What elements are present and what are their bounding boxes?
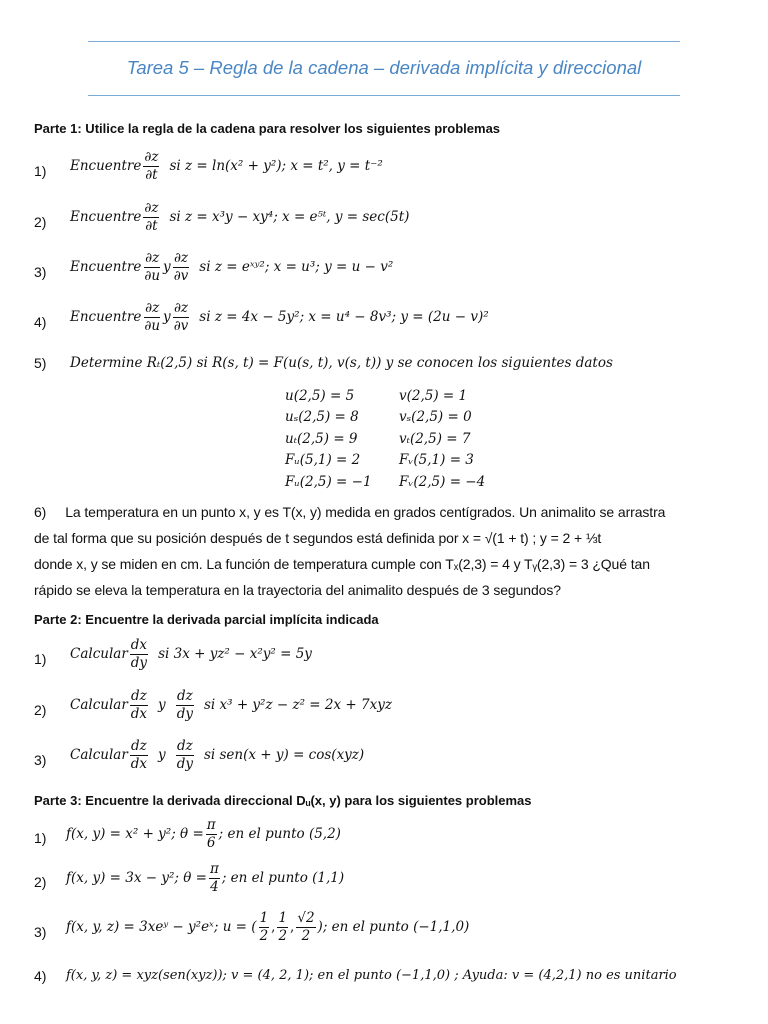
problem-lead: Encuentre — [70, 309, 142, 326]
fraction: $\frac{dz}{dx}$ — [130, 738, 148, 772]
part1-problem-6: 6) La temperatura en un punto x, y es T(x, y) medida en grados centígrados. Un animalito se arrastra de tal forma que su posición después de t segundos está definida por x = √(1 + t) ; y = 2 + ⅓t donde x, y se miden en cm. La función de temperatura cumple con Tₓ(2,3) = 4 y Tᵧ(2,3) = 3 ¿Qué tan rápido se eleva la temperatura en la trayectoria del animalito después de 3 segundos? — [34, 504, 666, 598]
fraction: $\frac{\partial z}{\partial t}$ — [144, 149, 159, 183]
problem-expression: si z = eˣʸ²; x = u³; y = u − v² — [199, 259, 394, 276]
problem-expression: si z = x³y − xy⁴; x = e⁵ᵗ, y = sec(5t) — [169, 209, 410, 226]
problem-number: 3) — [34, 752, 47, 768]
part1-heading: Parte 1: Utilice la regla de la cadena para resolver los siguientes problemas — [34, 121, 501, 136]
problem-expression: si sen(x + y) = cos(xyz) — [203, 747, 365, 764]
problem-lead: Calcular — [70, 646, 128, 663]
problem-expression: Determine Rₜ(2,5) si R(s, t) = F(u(s, t), v(s, t)) y se conocen los siguientes datos — [70, 355, 613, 371]
document-page: Tarea 5 – Regla de la cadena – derivada implícita y direccional Parte 1: Utilice la regla de la cadena para resolver los siguientes problemas 1) Encuentre $\frac{\partial z}{\partial t}$ si z = ln(x² + y²); x = t², y = t⁻² 2) Encuentre $\frac{\partial z}{\partial t}$ si z = x³y − xy⁴; x = e⁵ᵗ, y = sec(5t) 3) Encuentre $\frac{\partial z}{\partial u}$ y $\frac{\partial z}{\partial v}$ si z = eˣʸ²; x = u³; y = u − v² 4) Encuentre $\frac{\partial z}{\partial u}$ y $\frac{\partial z}{\partial v}$ si z = 4x − 5y²; x = u⁴ − 8v³; y = (2u − v)² 5) Determine Rₜ(2,5) si R(s, t) = F(u(s, t), v(s, t)) y se conocen los siguientes datos u(2,5) = 5 v(2,5) = 1 uₛ(2,5) = 8 vₛ(2,5) = 0 uₜ(2,5) = 9 vₜ(2,5) = 7 Fᵤ(5,1) = 2 Fᵥ(5,1) = 3 Fᵤ(2,5) = −1 Fᵥ(2,5) = −4 6) La temperatura en un punto x, y es T(x, y) medida en grados centígrados. Un animalito se arrastra de tal forma que su posición después de t segundos está definida por x = √(1 + t) ; y = 2 + ⅓t donde x, y se miden en cm. La función de temperatura cumple con Tₓ(2,3) = 4 y Tᵧ(2,3) = 3 ¿Qué tan rápido se eleva la temperatura en la trayectoria del animalito después de 3 segundos? Parte 2: Encuentre la derivada parcial implícita indicada 1) Calcular $\frac{dx}{dy}$ si 3x + yz² − x²y² = 5y 2) Calcular $\frac{dz}{dx}$ y $\frac{dz}{dy}$ si x³ + y²z − z² = 2x + 7xyz 3) Calcular $\frac{dz}{dx}$ y $\frac{dz}{dy}$ si sen(x + y) = cos(xyz) Parte 3: Encuentre la derivada direccional Dᵤ(x, y) para los siguientes problemas 1) f(x, y) = x² + y²; θ = $\frac{\pi}{6}$ ; en el punto (5,2) 2) f(x, y) = 3x − y²; θ = $\frac{\pi}{4}$ ; en el punto (1,1) 3) f(x, y, z) = 3xeʸ − y²eˣ; u = ( $\frac{1}{2}$ , $\frac{1}{2}$ , $\frac{√2}{2}$ ); en el punto (−1,1,0) 4) f(x, y, z) = xyz(sen(xyz)); v = (4, 2, 1); en el punto (−1,1,0) ; Ayuda: v = (4,2,1) no es unitario — [0, 0, 768, 1024]
data-row: Fᵤ(2,5) = −1 Fᵥ(2,5) = −4 — [285, 473, 486, 490]
part3-heading: Parte 3: Encuentre la derivada direccional Dᵤ(x, y) para los siguientes problemas — [34, 793, 532, 808]
title-rule-top — [88, 41, 680, 42]
data-row: uₜ(2,5) = 9 vₜ(2,5) = 7 — [285, 430, 471, 447]
fraction: $\frac{\partial z}{\partial t}$ — [144, 200, 159, 234]
problem-number: 2) — [34, 214, 47, 230]
problem-lead: Encuentre — [70, 259, 142, 276]
problem-number: 4) — [34, 314, 47, 330]
fraction: $\frac{1}{2}$ — [278, 910, 288, 944]
problem-lead: Encuentre — [70, 158, 142, 175]
fraction: $\frac{\pi}{4}$ — [209, 861, 219, 895]
problem-expression: f(x, y, z) = xyz(sen(xyz)); v = (4, 2, 1); en el punto (−1,1,0) ; Ayuda: v = (4,2,1) no es unitario — [66, 968, 677, 983]
fraction: $\frac{\partial z}{\partial u}$ — [144, 300, 161, 334]
problem-lead: Calcular — [70, 697, 128, 714]
data-row: Fᵤ(5,1) = 2 Fᵥ(5,1) = 3 — [285, 452, 474, 469]
part2-heading: Parte 2: Encuentre la derivada parcial implícita indicada — [34, 612, 379, 627]
problem-expression: ; en el punto (1,1) — [221, 870, 345, 887]
problem-expression: si z = 4x − 5y²; x = u⁴ − 8v³; y = (2u − v)² — [199, 309, 489, 326]
problem-expression: ; en el punto (5,2) — [218, 826, 341, 843]
fraction: $\frac{\partial z}{\partial u}$ — [144, 250, 161, 284]
problem-expression: ); en el punto (−1,1,0) — [317, 919, 470, 936]
document-title: Tarea 5 – Regla de la cadena – derivada implícita y direccional — [126, 57, 642, 78]
fraction: $\frac{\partial z}{\partial v}$ — [173, 250, 189, 284]
problem-number: 3) — [34, 264, 47, 280]
title-rule-bottom — [88, 95, 680, 96]
fraction: $\frac{√2}{2}$ — [297, 910, 315, 944]
fraction: $\frac{dz}{dy}$ — [176, 738, 193, 772]
fraction: $\frac{1}{2}$ — [259, 910, 269, 944]
problem-number: 1) — [34, 651, 47, 667]
problem-lead: Encuentre — [70, 209, 142, 226]
problem-number: 1) — [34, 163, 47, 179]
problem-number: 2) — [34, 702, 47, 718]
problem-number: 4) — [34, 968, 47, 984]
problem-number: 2) — [34, 874, 47, 890]
fraction: $\frac{dz}{dx}$ — [130, 688, 148, 722]
fraction: $\frac{\partial z}{\partial v}$ — [173, 300, 189, 334]
fraction: $\frac{\pi}{6}$ — [206, 817, 216, 851]
problem-number: 3) — [34, 924, 47, 940]
data-row: uₛ(2,5) = 8 vₛ(2,5) = 0 — [285, 409, 472, 426]
data-row: u(2,5) = 5 v(2,5) = 1 — [285, 387, 468, 404]
problem-expression: si 3x + yz² − x²y² = 5y — [158, 646, 312, 663]
problem-expression: si z = ln(x² + y²); x = t², y = t⁻² — [169, 158, 383, 175]
problem-lead: Calcular — [70, 747, 128, 764]
problem-number: 5) — [34, 355, 47, 371]
fraction: $\frac{dx}{dy}$ — [130, 637, 148, 671]
problem-number: 1) — [34, 830, 47, 846]
given-data-table — [285, 385, 499, 493]
problem-expression: si x³ + y²z − z² = 2x + 7xyz — [203, 697, 392, 714]
fraction: $\frac{dz}{dy}$ — [176, 688, 193, 722]
